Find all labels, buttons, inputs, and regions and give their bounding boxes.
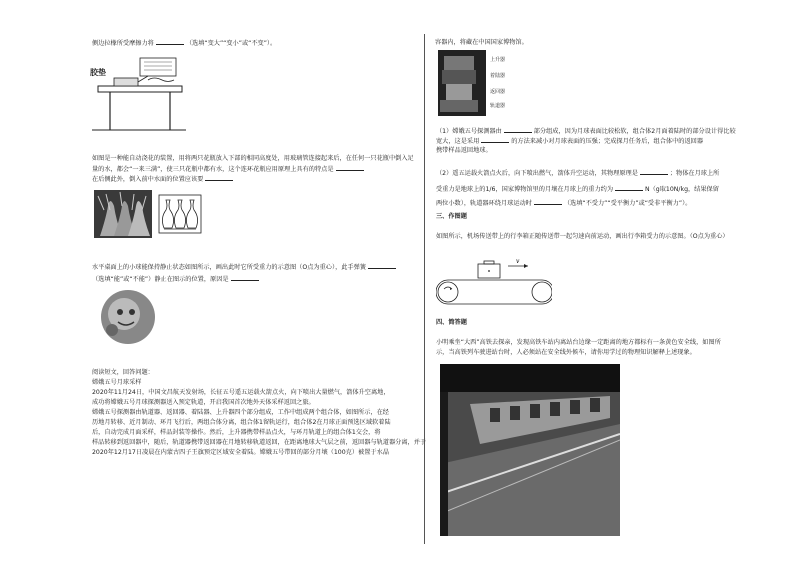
part2-blank-1[interactable]	[640, 168, 668, 175]
reading-intro: 阅读短文，回答问题：	[92, 369, 154, 376]
part2-line-3	[436, 198, 691, 208]
vase-question-line-3-text: 在后侧此外，倒入前中水面的位置应该要	[92, 176, 204, 183]
vase-question-line-1: 如图是一种能自动浇花的装置，用将两只花瓶放入下部的相同高度处，用玻璃管连接起来后，在任何一只花瓶中倒入足	[92, 155, 414, 162]
part2-line-1-b: ；物体在月球上所	[669, 170, 720, 177]
vase-answer-blank-1[interactable]	[336, 164, 364, 171]
vase-question-line-2-text: 量的水，都会“一来三满”，使三只花瓶中都有水，这个连环花瓶应用原理上具有的特点是	[92, 166, 334, 173]
part2-line-3-b: （选填“不受力”“受平衡力”或“受非平衡力”）。	[563, 200, 692, 207]
part2-line-2-b: N（g取10N/kg，结果保留	[644, 186, 719, 193]
reading-line-7: 2020年12月17日凌晨在内蒙古四子王旗预定区域安全着陆。嫦娥五号带回的部分月壤（100克）被置于水晶	[92, 449, 389, 456]
probe-label-2: 着陆器	[490, 73, 506, 79]
vase-question-line-3	[92, 174, 233, 184]
part2-line-2-a: 受重力是地球上的1/6，国家博物馆里的月壤在月球上的重力约为	[436, 186, 614, 193]
part1-line-1-a: （1）嫦娥五号探测器由	[436, 128, 502, 135]
part2-line-1	[436, 168, 719, 178]
ball-question-line-1	[92, 262, 396, 272]
ball-answer-blank-2[interactable]	[231, 274, 259, 281]
part1-blank-2[interactable]	[481, 136, 509, 143]
belt-question: 如图所示，机场传送带上的行李箱正随传送带一起匀速向前运动，画出行李箱受力的示意图。（O点为重心）	[436, 233, 729, 240]
part2-line-3-a: 两位小数），轨道器环绕月球运动时	[436, 200, 532, 207]
part1-line-1-b: 部分组成，因为月球表面比较松软，组合体2月面着陆时的部分设计得比较	[533, 128, 736, 135]
train-station-photo	[440, 364, 620, 536]
part1-line-3: 携带样品返回地球。	[436, 147, 492, 154]
reading-title: 嫦娥五号月球采样	[92, 379, 142, 386]
part2-blank-2[interactable]	[615, 184, 643, 191]
section-3-heading: 三、作图题	[436, 213, 467, 220]
probe-label-1: 上升器	[490, 57, 506, 63]
reading-line-6: 样品转移到返回器中，随后，轨道器携带返回器在月地转移轨道返回，在距离地球大气层之前，返回器与轨道器分离，并于	[92, 439, 427, 446]
friction-choice-text: （选填“变大”“变小”或“不变”）。	[185, 40, 277, 47]
probe-label-3: 返回器	[490, 89, 506, 95]
ball-question-line-2	[92, 274, 259, 284]
conveyor-belt-diagram	[436, 254, 552, 310]
part1-line-2-b: 的方法来减小对月球表面的压强；完成探月任务后，组合体中的返回器	[511, 138, 704, 145]
train-question-line-1: 小明乘坐“大西”高铁去探亲，发现高铁车站内离站台边缘一定距离的地方都标有一条黄色安全线，如图所	[436, 339, 721, 346]
ball-answer-blank-1[interactable]	[368, 262, 396, 269]
friction-answer-blank[interactable]	[156, 38, 184, 45]
train-question-line-2: 示，当高铁列车驶进站台时，人必须站在安全线外候车，请你用学过的物理知识解释上述现象。	[436, 349, 696, 356]
velocity-label: v	[516, 258, 520, 265]
part2-line-1-a: （2）遥五运载火箭点火后，向下喷出燃气，箭体升空运动，其物理原理是	[436, 170, 638, 177]
reading-line-4: 历地月转移、近月制动、环月飞行后，两组合体分离，组合体1留轨运行，组合体2在月球正面预选区域软着陆	[92, 419, 391, 426]
section-4-heading: 四、简答题	[436, 319, 467, 326]
tape-label: 胶垫	[90, 68, 106, 77]
part2-blank-3[interactable]	[534, 198, 562, 205]
reading-line-5: 后，自动完成月面采样，样品封装等操作。然后，上升器携带样品点火，与环月轨道上的组合体1交会，将	[92, 429, 381, 436]
reading-line-1: 2020年11月24日，中国文昌航天发射场，长征五号遥五运载火箭点火，向下喷出大量燃气，箭体升空离地，	[92, 389, 390, 396]
reading-line-3: 嫦娥五号探测器由轨道器、返回器、着陆器、上升器四个部分组成，工作中组成两个组合体，如图所示，在经	[92, 409, 389, 416]
vase-outline-diagram	[158, 194, 202, 234]
part2-line-2	[436, 184, 719, 194]
friction-diagram	[88, 52, 188, 132]
vase-question-line-2	[92, 164, 364, 174]
column-divider	[424, 34, 425, 544]
probe-photo	[438, 50, 486, 116]
part1-blank-1[interactable]	[504, 126, 532, 133]
part1-line-2-a: 宽大，这是采用	[436, 138, 480, 145]
reading-line-2: 成功将嫦娥五号月球探测器送入预定轨道，开启我国首次地外天体采样返回之旅。	[92, 399, 315, 406]
probe-label-4: 轨道器	[490, 103, 506, 109]
right-top-line: 容器内，将藏在中国国家博物馆。	[435, 39, 528, 46]
vase-photo	[94, 190, 152, 238]
friction-question-text: 侧边拉橡所受摩擦力将	[92, 40, 154, 47]
ball-question-line-2-text: （选填“能”或“不能”）静止在图示的位置，原因是	[92, 276, 229, 283]
friction-question-line	[92, 38, 276, 48]
ball-photo	[96, 286, 162, 348]
part1-line-1	[436, 126, 736, 136]
vase-answer-blank-2[interactable]	[205, 174, 233, 181]
ball-question-line-1-text: 水平桌面上的小球能保持静止状态如图所示，画出此时它所受重力的示意图（O点为重心），此手弹簧	[92, 264, 367, 271]
part1-line-2	[436, 136, 703, 146]
